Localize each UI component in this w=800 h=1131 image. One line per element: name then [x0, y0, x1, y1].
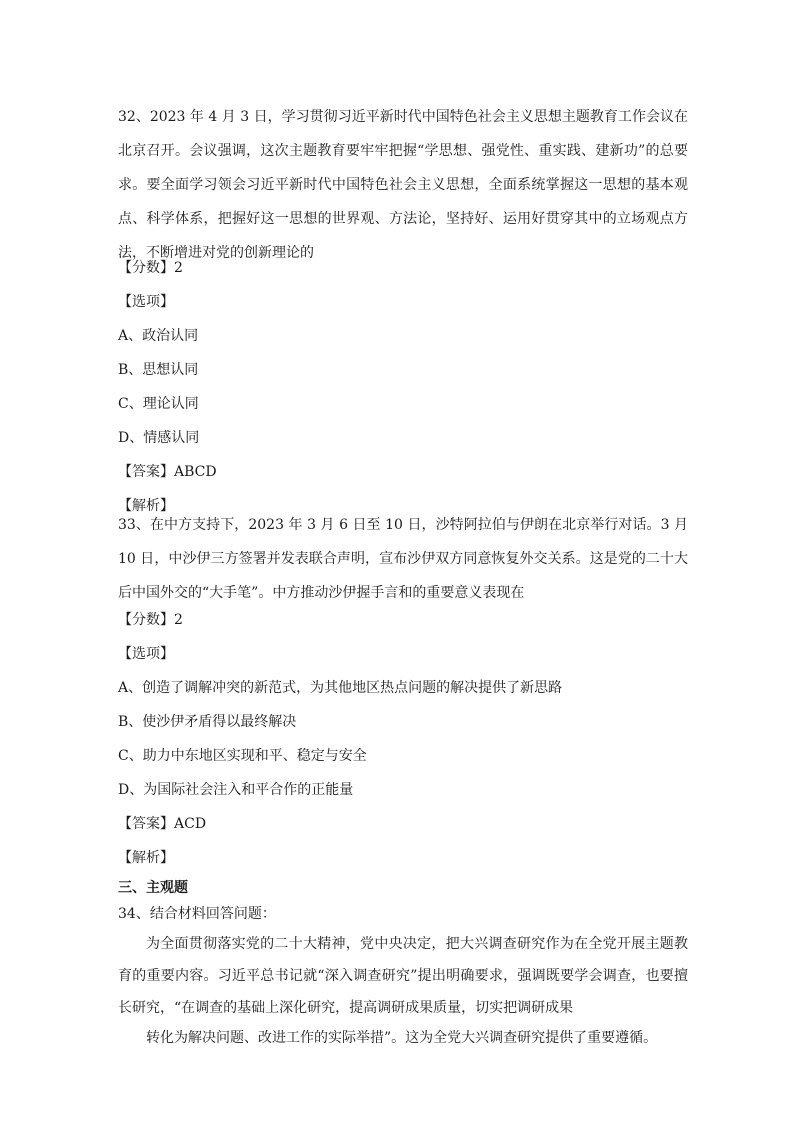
question-32-stem: 32、2023 年 4 月 3 日，学习贯彻习近平新时代中国特色社会主义思想主题教育工作会议在北京召开。会议强调，这次主题教育要牢牢把握“学思想、强党性、重实践、建新功”的总要求。要全面学习领会习近平新时代中国特色社会主义思想，全面系统掌握这一思想的基本观点、科学体系，把握好这一思想的世界观、方法论，坚持好、运用好贯穿其中的立场观点方法，不断增进对党的创新理论的: [118, 109, 688, 261]
question-32-options-label: 【选项】: [118, 294, 174, 310]
question-33-option-d: D、为国际社会注入和平合作的正能量: [118, 782, 354, 798]
question-32-option-d: D、情感认同: [118, 430, 200, 446]
question-33-option-b: B、使沙伊矛盾得以最终解决: [118, 714, 297, 730]
question-32-option-a: A、政治认同: [118, 328, 199, 344]
question-32-option-c: C、理论认同: [118, 396, 199, 412]
question-32-option-b: B、思想认同: [118, 362, 199, 378]
question-33-options-label: 【选项】: [118, 646, 174, 662]
question-34-stem: 34、结合材料回答问题：: [118, 906, 276, 922]
question-33-stem: 33、在中方支持下，2023 年 3 月 6 日至 10 日，沙特阿拉伯与伊朗在北京举行对话。3 月 10 日，中沙伊三方签署并发表联合声明，宣布沙伊双方同意恢复外交关系。这是党的二十大后中国外交的“大手笔”。中方推动沙伊握手言和的重要意义表现在: [118, 517, 688, 601]
question-33-score: 【分数】2: [118, 612, 183, 628]
question-32-answer: 【答案】ABCD: [118, 464, 217, 480]
question-34-paragraph-2: 转化为解决问题、改进工作的实际举措”。这为全党大兴调查研究提供了重要遵循。: [146, 1030, 658, 1046]
question-33-option-c: C、助力中东地区实现和平、稳定与安全: [118, 748, 367, 764]
question-33-option-a: A、创造了调解冲突的新范式，为其他地区热点问题的解决提供了新思路: [118, 680, 563, 696]
question-32-analysis: 【解析】: [118, 498, 174, 514]
question-33-analysis: 【解析】: [118, 850, 174, 866]
question-32-score: 【分数】2: [118, 260, 183, 276]
question-34-paragraph-1: 为全面贯彻落实党的二十大精神，党中央决定，把大兴调查研究作为在全党开展主题教育的重要内容。习近平总书记就“深入调查研究”提出明确要求，强调既要学会调查，也要擅长研究，“在调查的基础上深化研究，提高调研成果质量，切实把调研成果: [118, 936, 688, 1016]
question-33-answer: 【答案】ACD: [118, 816, 207, 832]
section-title: 三、主观题: [118, 880, 188, 896]
